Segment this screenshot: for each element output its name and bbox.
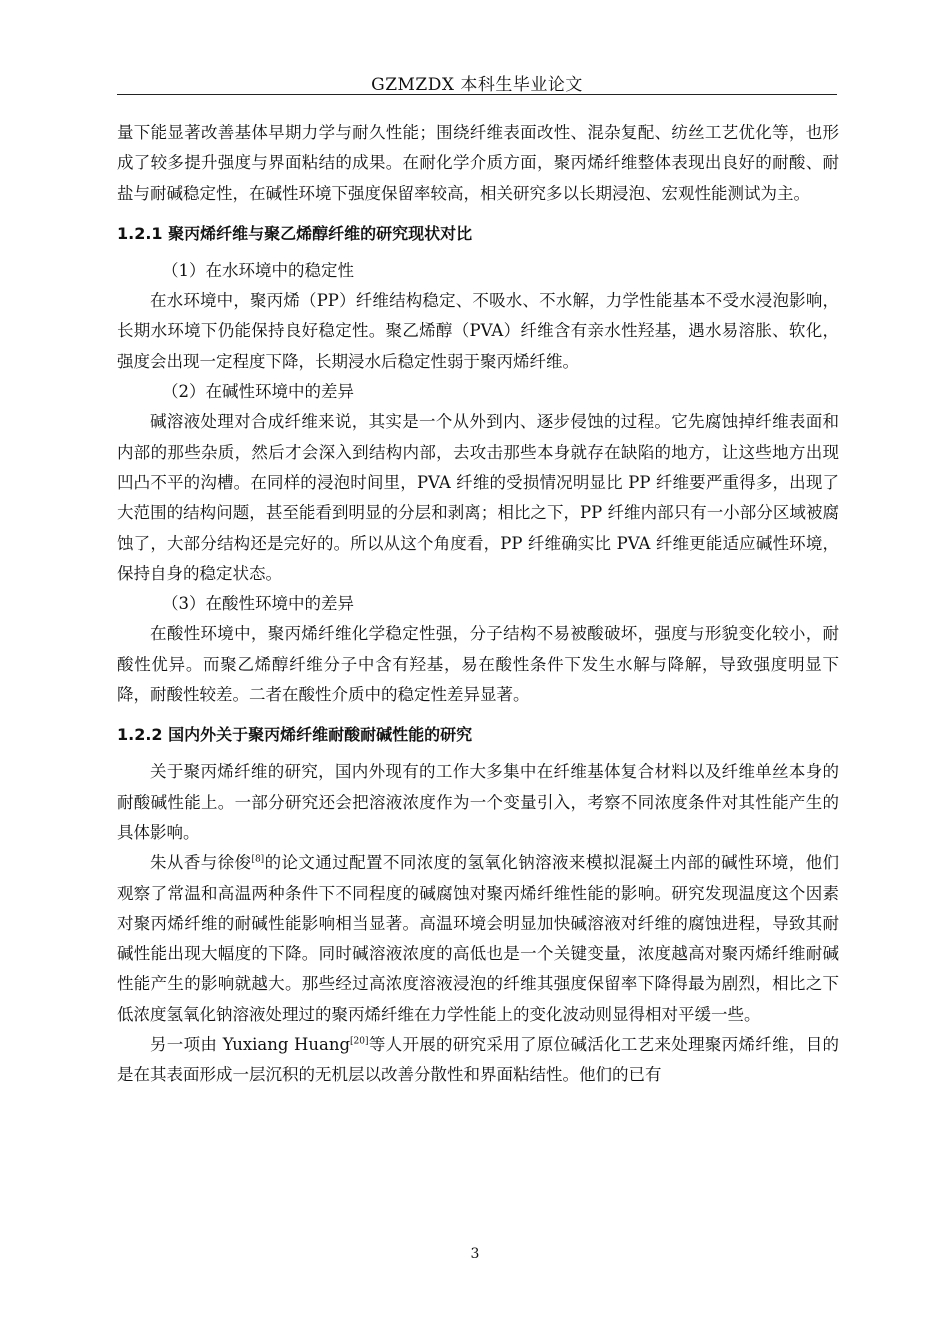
paragraph-alkaline: 碱溶液处理对合成纤维来说，其实是一个从外到内、逐步侵蚀的过程。它先腐蚀掉纤维表面和内部的那些杂质，然后才会深入到结构内部，去攻击那些本身就存在缺陷的地方，让这些地方出现凹凸不平的沟槽。在同样的浸泡时间里，PVA 纤维的受损情况明显比 PP 纤维要严重得多，出现了大范围的结构问题，甚至能看到明显的分层和剥离；相比之下，PP 纤维内部只有一小部分区域被腐蚀了，大部分结构还是完好的。所以从这个角度看，PP 纤维确实比 PVA 纤维更能适应碱性环境，保持自身的稳定状态。: [117, 412, 839, 583]
paragraph-text: 另一项由 Yuxiang Huang: [150, 1035, 351, 1055]
page-number: 3: [470, 1246, 480, 1262]
paragraph-acidic: 在酸性环境中，聚丙烯纤维化学稳定性强，分子结构不易被酸破坏，强度与形貌变化较小，耐酸性优异。而聚乙烯醇纤维分子中含有羟基，易在酸性条件下发生水解与降解，导致强度明显下降，耐酸性较差。二者在酸性介质中的稳定性差异显著。: [117, 624, 839, 705]
paragraph-zhu-xu: [117, 848, 839, 1030]
paragraph-text: 的论文通过配置不同浓度的氢氧化钠溶液来模拟混凝土内部的碱性环境，他们观察了常温和高温两种条件下不同程度的碱腐蚀对聚丙烯纤维性能的影响。研究发现温度这个因素对聚丙烯纤维的耐碱性能影响相当显著。高温环境会明显加快碱溶液对纤维的腐蚀进程，导致其耐碱性能出现大幅度的下降。同时碱溶液浓度的高低也是一个关键变量，浓度越高对聚丙烯纤维耐碱性能产生的影响就越大。那些经过高浓度溶液浸泡的纤维其强度保留率下降得最为剧烈，相比之下低浓度氢氧化钠溶液处理过的聚丙烯纤维在力学性能上的变化波动则显得相对平缓一些。: [117, 853, 839, 1024]
paragraph-huang: [117, 1030, 839, 1091]
section-heading-1-2-1: 1.2.1 聚丙烯纤维与聚乙烯醇纤维的研究现状对比: [117, 223, 473, 243]
paragraph-intro: 量下能显著改善基体早期力学与耐久性能；围绕纤维表面改性、混杂复配、纺丝工艺优化等，也形成了较多提升强度与界面粘结的成果。在耐化学介质方面，聚丙烯纤维整体表现出良好的耐酸、耐盐与耐碱稳定性，在碱性环境下强度保留率较高，相关研究多以长期浸泡、宏观性能测试为主。: [117, 123, 839, 203]
paragraph-water: 在水环境中，聚丙烯（PP）纤维结构稳定、不吸水、不水解，力学性能基本不受水浸泡影响，长期水环境下仍能保持良好稳定性。聚乙烯醇（PVA）纤维含有亲水性羟基，遇水易溶胀、软化，强度会出现一定程度下降，长期浸水后稳定性弱于聚丙烯纤维。: [117, 291, 839, 371]
section-heading-1-2-2: 1.2.2 国内外关于聚丙烯纤维耐酸耐碱性能的研究: [117, 725, 473, 745]
citation-ref: [20]: [350, 1036, 369, 1047]
page-body: [117, 118, 839, 1091]
paragraph-research-overview: 关于聚丙烯纤维的研究，国内外现有的工作大多集中在纤维基体复合材料以及纤维单丝本身的耐酸碱性能上。一部分研究还会把溶液浓度作为一个变量引入，考察不同浓度条件对其性能产生的具体影响。: [117, 762, 839, 842]
paragraph-text: 等人开展的研究采用了原位碱活化工艺来处理聚丙烯纤维，目的是在其表面形成一层沉积的无机层以改善分散性和界面粘结性。他们的已有: [117, 1035, 839, 1085]
paragraph-text: 朱从香与徐俊: [150, 853, 252, 873]
header-rule: [117, 94, 837, 95]
subsection-title-acidic: （3）在酸性环境中的差异: [162, 594, 354, 614]
running-header: GZMZDX 本科生毕业论文: [371, 75, 583, 95]
subsection-title-alkaline: （2）在碱性环境中的差异: [162, 382, 354, 402]
citation-ref: [8]: [251, 854, 265, 865]
subsection-title-water: （1）在水环境中的稳定性: [162, 260, 354, 280]
